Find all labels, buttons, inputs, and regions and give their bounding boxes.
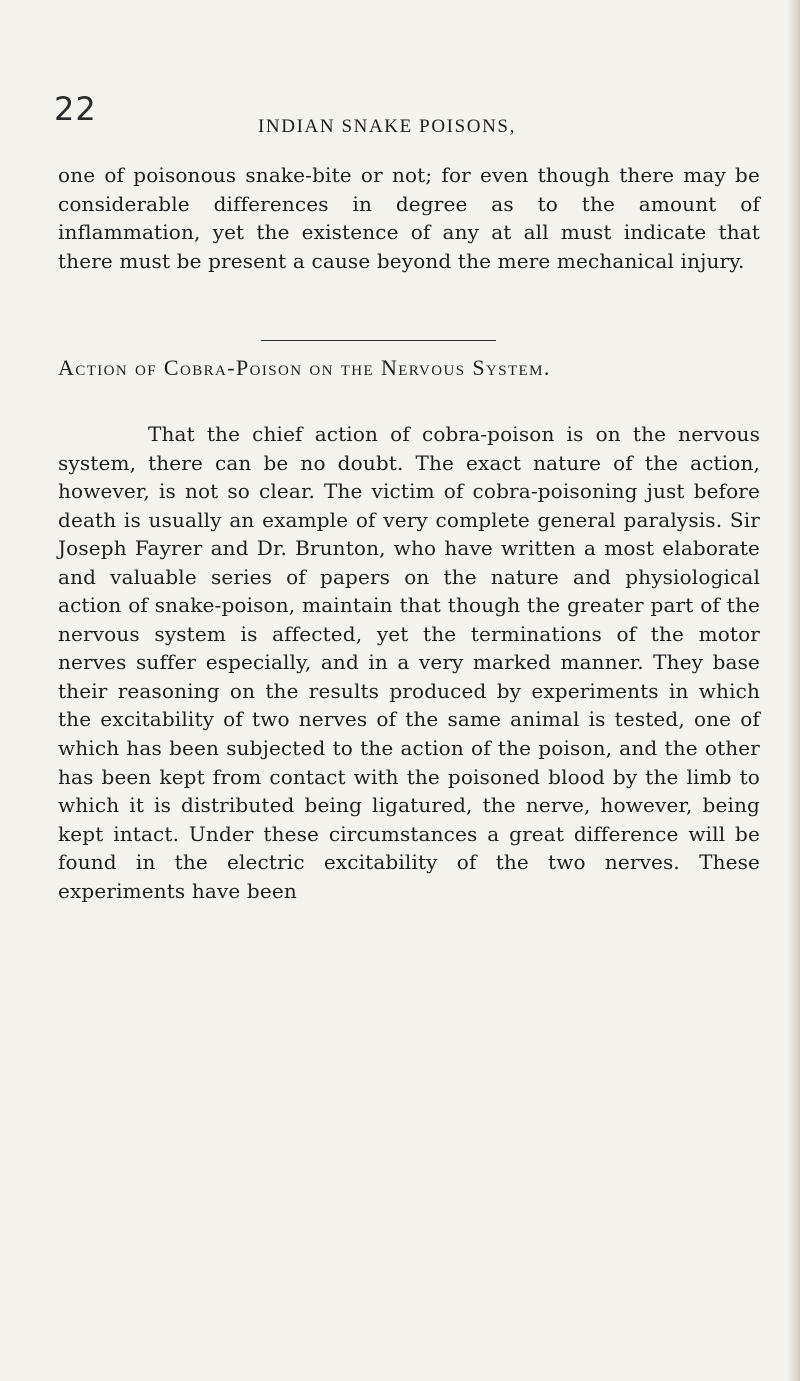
page-edge-shadow [786, 0, 800, 1381]
continuation-paragraph: one of poisonous snake-bite or not; for even though there may be considerable differences in degree as to the amount of inflammation, yet the existence of any at all must indicate that there must be present a cause beyond the mere mechanical injury. [58, 163, 760, 273]
section-paragraph: That the chief action of cobra-poison is on the nervous system, there can be no doubt. The exact nature of the action, however, is not so clear. The victim of cobra-poisoning just before death is usually an example of very complete general paralysis. Sir Joseph Fayrer and Dr. Brunton, who have written a most elaborate and valuable series of papers on the nature and physiological action of snake-poison, maintain that though the greater part of the nervous system is affected, yet the terminations of the motor nerves suffer especially, and in a very marked manner. They base their reasoning on the results produced by experiments in which the excitability of two nerves of the same animal is tested, one of which has been subjected to the action of the poison, and the other has been kept from contact with the poisoned blood by the limb to which it is distributed being ligatured, the nerve, however, being kept intact. Under these circumstances a great difference will be found in the electric excitability of the two nerves. These experiments have been [58, 422, 760, 903]
running-title: INDIAN SNAKE POISONS, [258, 116, 516, 137]
page-number: 22 [54, 90, 97, 128]
running-head [0, 82, 800, 142]
section-heading: Action of Cobra-Poison on the Nervous System. [58, 355, 551, 380]
section-divider [261, 340, 496, 341]
